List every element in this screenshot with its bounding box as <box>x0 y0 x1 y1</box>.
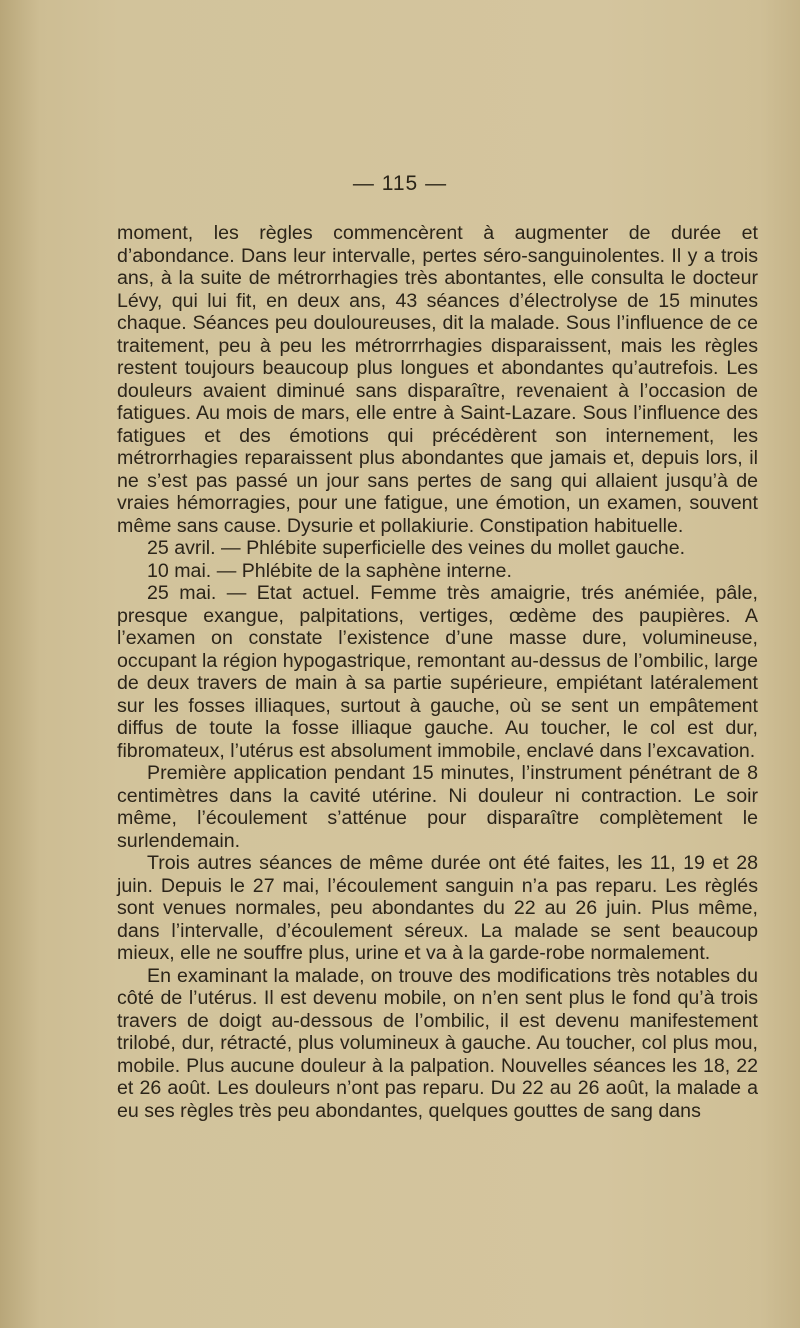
body-text <box>117 222 758 1122</box>
paragraph: 25 mai. — Etat actuel. Femme très amaigrie, trés anémiée, pâle, presque exangue, palpitations, vertiges, œdème des paupières. A l’examen on constate l’existence d’une masse dure, volumineuse, occupant la région hypogastrique, remontant au-dessus de l’ombilic, large de deux travers de main à sa partie supérieure, empiétant latéralement sur les fosses illiaques, surtout à gauche, où se sent un empâtement diffus de toute la fosse illiaque gauche. Au toucher, le col est dur, fibromateux, l’utérus est absolument immobile, enclavé dans l’excavation. <box>117 582 758 762</box>
paragraph: Première application pendant 15 minutes, l’instrument pénétrant de 8 centimètres dans la cavité utérine. Ni douleur ni contraction. Le soir même, l’écoulement s’atténue pour disparaître complètement le surlendemain. <box>117 762 758 852</box>
paragraph: 25 avril. — Phlébite superficielle des veines du mollet gauche. <box>147 537 686 559</box>
paragraph: En examinant la malade, on trouve des modifications très notables du côté de l’utérus. Il est devenu mobile, on n’en sent plus le fond qu’à trois travers de doigt au-dessous de l’ombilic, il est devenu manifestement trilobé, dur, rétracté, plus volumineux à gauche. Au toucher, col plus mou, mobile. Plus aucune douleur à la palpation. Nouvelles séances les 18, 22 et 26 août. Les douleurs n’ont pas reparu. Du 22 au 26 août, la malade a eu ses règles très peu abondantes, quelques gouttes de sang dans <box>117 964 758 1122</box>
page-number: — 115 — <box>352 172 448 195</box>
paragraph: moment, les règles commencèrent à augmenter de durée et d’abondance. Dans leur intervalle, pertes séro-sanguinolentes. Il y a trois ans, à la suite de métrorrhagies très abontantes, elle consulta le docteur Lévy, qui lui fit, en deux ans, 43 séances d’électrolyse de 15 minutes chaque. Séances peu douloureuses, dit la malade. Sous l’influence de ce traitement, peu à peu les métrorrrhagies disparaissent, mais les règles restent toujours beaucoup plus longues et abondantes qu’autrefois. Les douleurs avaient diminué sans disparaître, revenaient à l’occasion de fatigues. Au mois de mars, elle entre à Saint-Lazare. Sous l’influence des fatigues et des émotions qui précédèrent son internement, les métrorrhagies reparaissent plus abondantes que jamais et, depuis lors, il ne s’est pas passé un jour sans pertes de sang qui allaient jusqu’à de vraies hémorragies, pour une fatigue, une émotion, un examen, souvent même sans cause. Dysurie et pollakiurie. Constipation habituelle. <box>117 222 758 537</box>
paragraph: 10 mai. — Phlébite de la saphène interne. <box>147 559 512 582</box>
paragraph: Trois autres séances de même durée ont été faites, les 11, 19 et 28 juin. Depuis le 27 mai, l’écoulement sanguin n’a pas reparu. Les règlés sont venues normales, peu abondantes du 22 au 26 juin. Plus même, dans l’intervalle, d’écoulement séreux. La malade se sent beaucoup mieux, elle ne souffre plus, urine et va à la garde-robe normalement. <box>117 852 758 964</box>
